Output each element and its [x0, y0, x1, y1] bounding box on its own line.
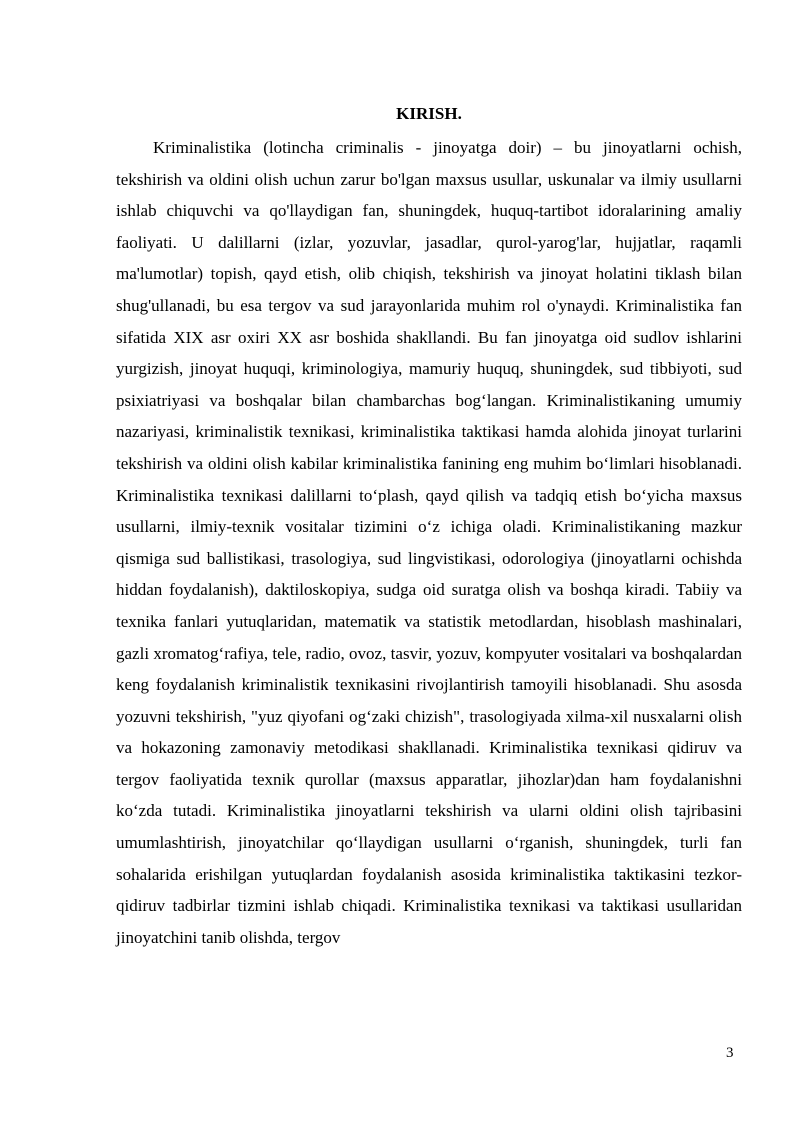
section-title: KIRISH. — [396, 104, 462, 123]
document-page — [116, 104, 742, 953]
page-number: 3 — [726, 1045, 734, 1061]
body-paragraph: Kriminalistika (lotincha criminalis - jinoyatga doir) – bu jinoyatlarni ochish, tekshirish va oldini olish uchun zarur bo'lgan maxsus usullar, uskunalar va ilmiy usullarni ishlab chiquvchi va qo'llaydigan fan, shuningdek, huquq-tartibot idoralarining amaliy faoliyati. U dalillarni (izlar, yozuvlar, jasadlar, qurol-yarog'lar, hujjatlar, raqamli ma'lumotlar) topish, qayd etish, olib chiqish, tekshirish va jinoyat holatini tiklash bilan shug'ullanadi, bu esa tergov va sud jarayonlarida muhim rol o'ynaydi. Kriminalistika fan sifatida XIX asr oxiri XX asr boshida shakllandi. Bu fan jinoyatga oid sudlov ishlarini yurgizish, jinoyat huquqi, kriminologiya, mamuriy huquq, shuningdek, sud tibbiyoti, sud psixiatriyasi va boshqalar bilan chambarchas bog‘langan. Kriminalistikaning umumiy nazariyasi, kriminalistik texnikasi, kriminalistika taktikasi hamda alohida jinoyat turlarini tekshirish va oldini olish kabilar kriminalistika fanining eng muhim bo‘limlari hisoblanadi. Kriminalistika texnikasi dalillarni to‘plash, qayd qilish va tadqiq etish bo‘yicha maxsus usullarni, ilmiy-texnik vositalar tizimini o‘z ichiga oladi. Kriminalistikaning mazkur qismiga sud ballistikasi, trasologiya, sud lingvistikasi, odorologiya (jinoyatlarni ochishda hiddan foydalanish), daktiloskopiya, sudga oid suratga olish va boshqa kiradi. Tabiiy va texnika fanlari yutuqlaridan, matematik va statistik metodlardan, hisoblash mashinalari, gazli xromatog‘rafiya, tele, radio, ovoz, tasvir, yozuv, kompyuter vositalari va boshqalardan keng foydalanish kriminalistik texnikasini rivojlantirish tamoyili hisoblanadi. Shu asosda yozuvni tekshirish, "yuz qiyofani og‘zaki chizish", trasologiyada xilma-xil nusxalarni olish va hokazoning zamonaviy metodikasi shakllanadi. Kriminalistika texnikasi qidiruv va tergov faoliyatida texnik qurollar (maxsus apparatlar, jihozlar)dan ham foydalanishni ko‘zda tutadi. Kriminalistika jinoyatlarni tekshirish va ularni oldini olish tajribasini umumlashtirish, jinoyatchilar qo‘llaydigan usullarni o‘rganish, shuningdek, turli fan sohalarida erishilgan yutuqlardan foydalanish asosida kriminalistika taktikasini tezkor-qidiruv tadbirlar tizmini ishlab chiqadi. Kriminalistika texnikasi va taktikasi usullaridan jinoyatchini tanib olishda, tergov — [116, 138, 742, 947]
